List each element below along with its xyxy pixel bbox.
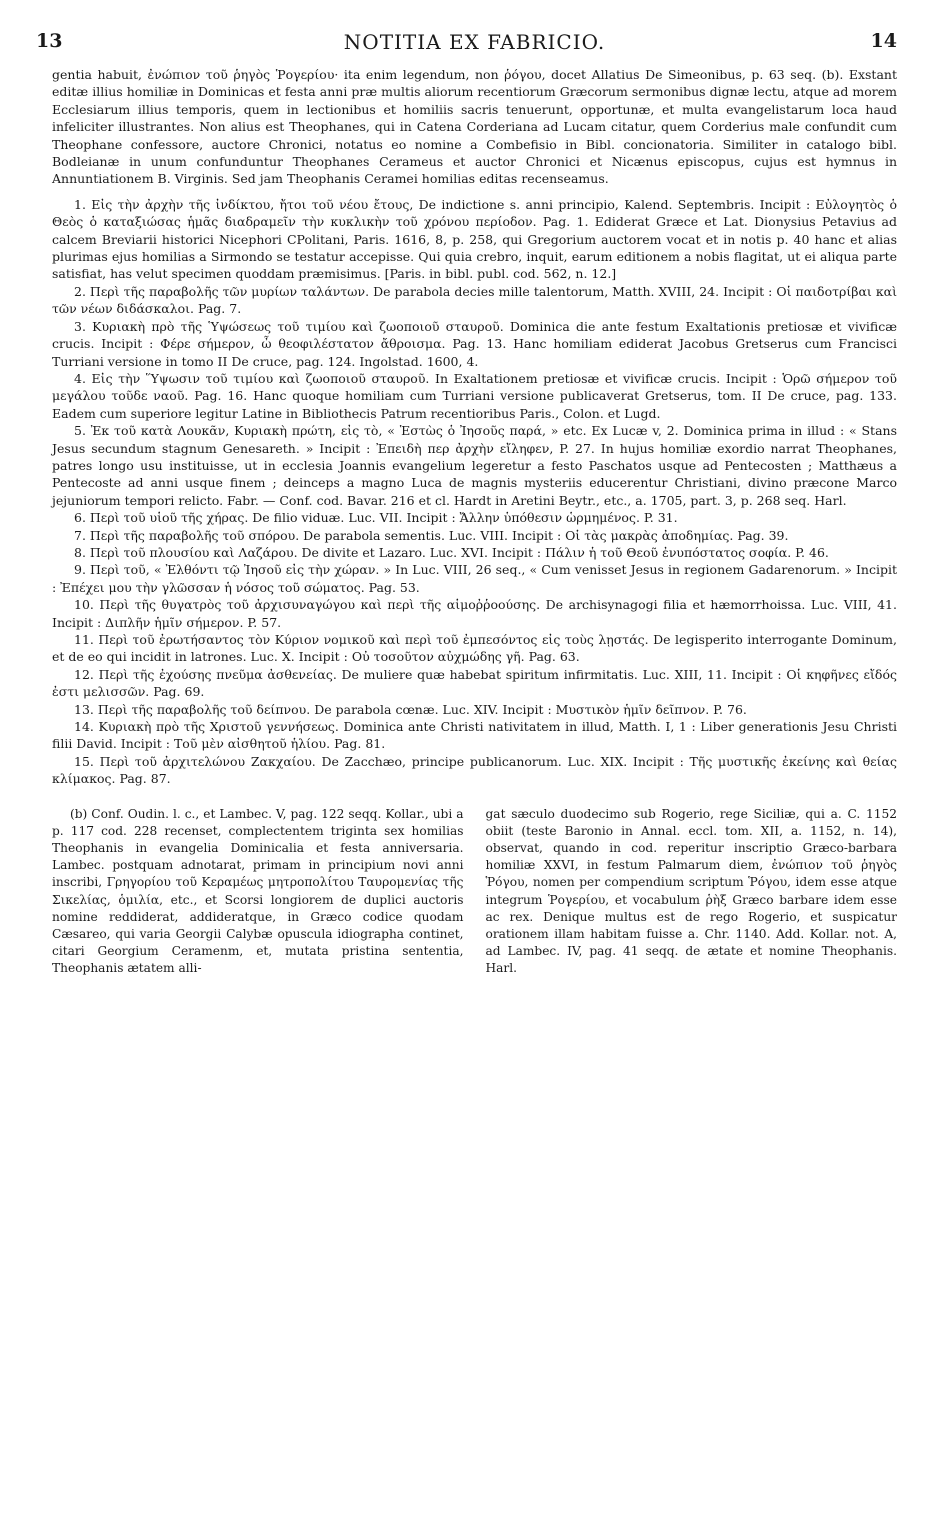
footnote-b-part2: gat sæculo duodecimo sub Rogerio, rege Siciliæ, qui a. C. 1152 obiit (teste Baronio in Annal. eccl. tom. XII, a. 1152, n. 14), observat, quando in cod. reperitur inscriptio Græco-barbara homiliæ XXVI, in festum Palmarum diem, ἐνώπιον τοῦ ῥηγὸς Ῥόγου, nomen per compendium scriptum Ῥόγου, idem esse atque integrum Ῥογερίου, et vocabulum ῥὴξ Græco barbare idem esse ac rex. Denique multus est de rego Rogerio, et suspicatur orationem illam habitam fuisse a. Chr. 1140. Add. Kollar. not. A, ad Lambec. IV, pag. 41 seqq. de ætate et nomine Theophanis. Harl. xyxy=(485,806,897,976)
homily-list xyxy=(52,196,897,788)
footnote-column-left xyxy=(52,806,464,978)
running-head xyxy=(36,30,897,54)
homily-entry: 12. Περὶ τῆς ἐχούσης πνεῦμα ἀσθενείας. De muliere quæ habebat spiritum infirmitatis. Luc. XIII, 11. Incipit : Οἱ κηφῆνες εἴδός ἐστι μελισσῶν. Pag. 69. xyxy=(52,666,897,700)
homily-entry: 5. Ἐκ τοῦ κατὰ Λουκᾶν, Κυριακὴ πρώτη, εἰς τὸ, « Ἑστὼς ὁ Ἰησοῦς παρά, » etc. Ex Lucæ v, 2. Dominica prima in illud : « Stans Jesus secundum stagnum Genesareth. » Incipit : Ἐπειδὴ περ ἀρχὴν εἴληφεν, P. 27. In hujus homiliæ exordio narrat Theophanes, patres longo usu instituisse, ut in ecclesia Joannis evangelium legeretur a festo Paschatos usque ad Pentecosten ; Matthæus a Pentecoste ad anni usque finem ; deinceps a magno Luca de magnis mysteriis educerentur Christiani, divino præcone Marco jejuniorum tempori relicto. Fabr. — Conf. cod. Bavar. 216 et cl. Hardt in Aretini Beytr., etc., a. 1705, part. 3, p. 268 seq. Harl. xyxy=(52,423,897,508)
homily-entry: 10. Περὶ τῆς θυγατρὸς τοῦ ἀρχισυναγώγου καὶ περὶ τῆς αἱμοῤῥοούσης. De archisynagogi filia et hæmorrhoissa. Luc. VIII, 41. Incipit : Διπλῆν ἡμῖν σήμερον. P. 57. xyxy=(52,597,897,630)
homily-entry: 4. Εἰς τὴν Ὕψωσιν τοῦ τιμίου καὶ ζωοποιοῦ σταυροῦ. In Exaltationem pretiosæ et vivificæ crucis. Incipit : Ὁρῶ σήμερον τοῦ μεγάλου τοῦδε ναοῦ. Pag. 16. Hanc quoque homiliam cum Turriani versione publicaverat Gretserus, tom. II De cruce, pag. 133. Eadem cum superiore legitur Latine in Bibliothecis Patrum recentioribus Paris., Colon. et Lugd. xyxy=(52,370,897,421)
intro-paragraph: gentia habuit, ἐνώπιον τοῦ ῥηγὸς Ῥογερίου· ita enim legendum, non ῥόγου, docet Allatius De Simeonibus, p. 63 seq. (b). Exstant editæ illius homiliæ in Dominicas et festa anni præ multis aliorum recentiorum Græcorum sermonibus dignæ lectu, atque ad morem Ecclesiarum illius temporis, quem in lectionibus et homiliis sacris tenuerunt, opportunæ, et multa evangelistarum loca haud infeliciter illustrantes. Non alius est Theophanes, qui in Catena Corderiana ad Lucam citatur, quem Corderius male confundit cum Theophane confessore, auctore Chronici, notatus eo nomine a Combefisio in Bibl. concionatoria. Similiter in catalogo bibl. Bodleianæ in unum confunduntur Theophanes Cerameus et auctor Chronici et Nicænus episcopus, cujus est hymnus in Annuntiationem B. Virginis. Sed jam Theophanis Ceramei homilias editas recenseamus. xyxy=(52,67,897,187)
homily-entry: 3. Κυριακὴ πρὸ τῆς Ὑψώσεως τοῦ τιμίου καὶ ζωοποιοῦ σταυροῦ. Dominica die ante festum Exaltationis pretiosæ et vivificæ crucis. Incipit : Φέρε σήμερον, ὦ θεοφιλέστατον ἄθροισμα. Pag. 13. Hanc homiliam ediderat Jacobus Gretserus cum Francisci Turriani versione in tomo II De cruce, pag. 124. Ingolstad. 1600, 4. xyxy=(52,318,897,369)
homily-entry: 2. Περὶ τῆς παραβολῆς τῶν μυρίων ταλάντων. De parabola decies mille talentorum, Matth. XVIII, 24. Incipit : Οἱ παιδοτρίβαι καὶ τῶν νέων διδάσκαλοι. Pag. 7. xyxy=(52,283,897,317)
main-text xyxy=(52,66,897,788)
page-number-left: 13 xyxy=(36,30,63,52)
homily-entry: 15. Περὶ τοῦ ἀρχιτελώνου Ζακχαίου. De Zacchæo, principe publicanorum. Luc. XIX. Incipit : Τῆς μυστικῆς ἐκείνης καὶ θείας κλίμακος. Pag. 87. xyxy=(52,753,897,787)
homily-entry: 7. Περὶ τῆς παραβολῆς τοῦ σπόρου. De parabola sementis. Luc. VIII. Incipit : Οἱ τὰς μακρὰς ἀποδημίας. Pag. 39. xyxy=(74,527,789,543)
homily-entry: 9. Περὶ τοῦ, « Ἐλθόντι τῷ Ἰησοῦ εἰς τὴν χώραν. » In Luc. VIII, 26 seq., « Cum venisset Jesus in regionem Gadarenorum. » Incipit : Ἐπέχει μου τὴν γλῶσσαν ἡ νόσος τοῦ σώματος. Pag. 53. xyxy=(52,562,897,595)
page-title: NOTITIA EX FABRICIO. xyxy=(343,30,606,54)
page-number-right: 14 xyxy=(870,30,897,52)
footnote-separator xyxy=(52,788,897,800)
footnotes xyxy=(52,806,897,978)
homily-entry: 13. Περὶ τῆς παραβολῆς τοῦ δείπνου. De parabola cœnæ. Luc. XIV. Incipit : Μυστικὸν ἡμῖν δεῖπνον. P. 76. xyxy=(74,701,747,717)
homily-entry: 1. Εἰς τὴν ἀρχὴν τῆς ἰνδίκτου, ἤτοι τοῦ νέου ἔτους, De indictione s. anni principio, Kalend. Septembris. Incipit : Εὐλογητὸς ὁ Θεὸς ὁ καταξιώσας ἡμᾶς διαδραμεῖν τὴν κυκλικὴν τοῦ χρόνου περίοδον. Pag. 1. Ediderat Græce et Lat. Dionysius Petavius ad calcem Breviarii historici Nicephori CPolitani, Paris. 1616, 8, p. 258, qui Gregorium auctorem vocat et in notis p. 40 hanc et alias plurimas ejus homilias a Sirmondo se testatur accepisse. Qui quia crebro, inquit, earum editionem a nobis flagitat, ut ei aliqua parte satisfiat, has velut specimen quoddam præmisimus. [Paris. in bibl. publ. cod. 562, n. 12.] xyxy=(52,196,897,282)
homily-entry: 6. Περὶ τοῦ υἱοῦ τῆς χήρας. De filio viduæ. Luc. VII. Incipit : Ἄλλην ὑπόθεσιν ὡρμημένος. P. 31. xyxy=(74,510,678,526)
footnote-b-part1: (b) Conf. Oudin. l. c., et Lambec. V, pag. 122 seqq. Kollar., ubi a p. 117 cod. 228 recenset, complectentem triginta sex homilias Theophanis in evangelia Dominicalia et festa anniversaria. Lambec. postquam adnotarat, primam in principium novi anni inscribi, Γρηγορίου τοῦ Κεραμέως μητροπολίτου Ταυρομενίας τῆς Σικελίας, ὁμιλία, etc., et Scorsi longiorem de duplici auctoris nomine reddiderat, addideratque, in Græco codice quodam Cæsareo, qui varia Georgii Calybæ opuscula idiographa continet, citari Georgium Ceramenm, et, mutata pristina sententia, Theophanis ætatem alli- xyxy=(52,806,464,976)
homily-entry: 11. Περὶ τοῦ ἐρωτήσαντος τὸν Κύριον νομικοῦ καὶ περὶ τοῦ ἐμπεσόντος εἰς τοὺς λῃστάς. De legisperito interrogante Dominum, et de eo qui incidit in latrones. Luc. X. Incipit : Οὐ τοσοῦτον αὐχμώδης γῆ. Pag. 63. xyxy=(52,632,897,665)
homily-entry: 14. Κυριακὴ πρὸ τῆς Χριστοῦ γεννήσεως. Dominica ante Christi nativitatem in illud, Matth. I, 1 : Liber generationis Jesu Christi filii David. Incipit : Τοῦ μὲν αἰσθητοῦ ἡλίου. Pag. 81. xyxy=(52,719,897,752)
footnote-column-right xyxy=(486,806,898,978)
homily-entry: 8. Περὶ τοῦ πλουσίου καὶ Λαζάρου. De divite et Lazaro. Luc. XVI. Incipit : Πάλιν ἡ τοῦ Θεοῦ ἐνυπόστατος σοφία. P. 46. xyxy=(74,544,829,560)
